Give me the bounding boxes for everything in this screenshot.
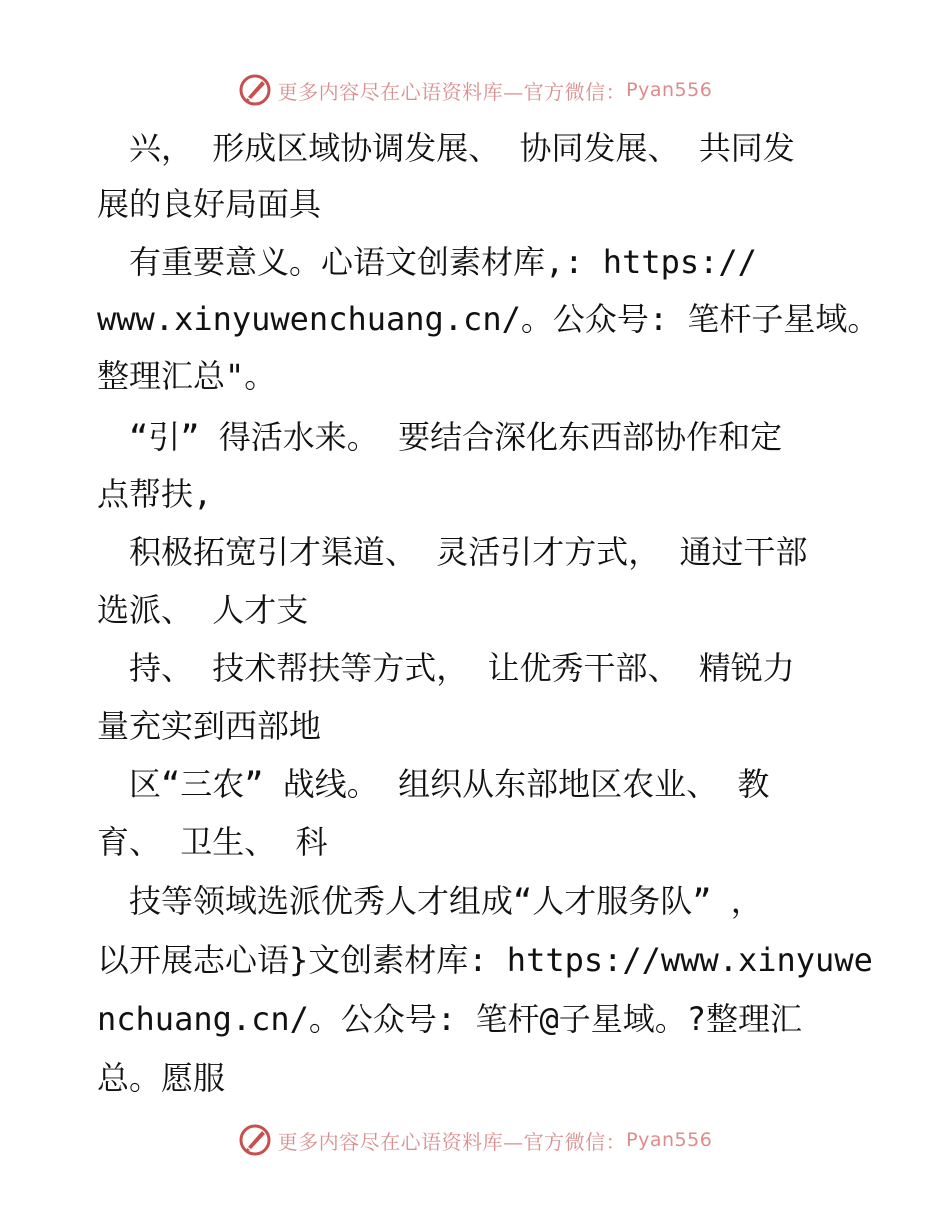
header-watermark-id: Pyan556 bbox=[626, 79, 713, 101]
body-line: 量充实到西部地 bbox=[97, 707, 322, 745]
brush-logo-icon bbox=[238, 73, 272, 107]
body-line: “引” 得活水来。 要结合深化东西部协作和定 bbox=[97, 418, 783, 456]
body-line: 以开展志心语}文创素材库: https://www.xinyuwe bbox=[97, 941, 873, 979]
body-line: www.xinyuwenchuang.cn/。公众号: 笔杆子星域。 bbox=[97, 300, 880, 338]
body-line: 区“三农” 战线。 组织从东部地区农业、 教 bbox=[97, 765, 770, 803]
body-line: nchuang.cn/。公众号: 笔杆@子星域。?整理汇 bbox=[97, 1000, 802, 1038]
header-watermark-text: 更多内容尽在心语资料库—官方微信： bbox=[277, 79, 627, 104]
body-line: 持、 技术帮扶等方式， 让优秀干部、 精锐力 bbox=[97, 649, 795, 687]
footer-watermark-text: 更多内容尽在心语资料库—官方微信： bbox=[277, 1129, 627, 1154]
body-line: 总。愿服 bbox=[97, 1059, 226, 1097]
body-line: 点帮扶, bbox=[97, 475, 213, 513]
body-line: 有重要意义。心语文创素材库,: https:// bbox=[97, 243, 757, 281]
body-line: 兴， 形成区域协调发展、 协同发展、 共同发 bbox=[97, 129, 795, 167]
body-line: 选派、 人才支 bbox=[97, 591, 309, 629]
body-line: 技等领域选派优秀人才组成“人才服务队” ， bbox=[97, 882, 763, 920]
footer-watermark bbox=[0, 1120, 950, 1160]
brush-logo-icon bbox=[238, 1123, 272, 1157]
body-line: 育、 卫生、 科 bbox=[97, 823, 328, 861]
header-watermark bbox=[0, 70, 950, 110]
body-line: 积极拓宽引才渠道、 灵活引才方式， 通过干部 bbox=[97, 533, 808, 571]
body-line: 展的良好局面具 bbox=[97, 185, 322, 223]
body-line: 整理汇总"。 bbox=[97, 357, 277, 395]
footer-watermark-id: Pyan556 bbox=[626, 1129, 713, 1151]
